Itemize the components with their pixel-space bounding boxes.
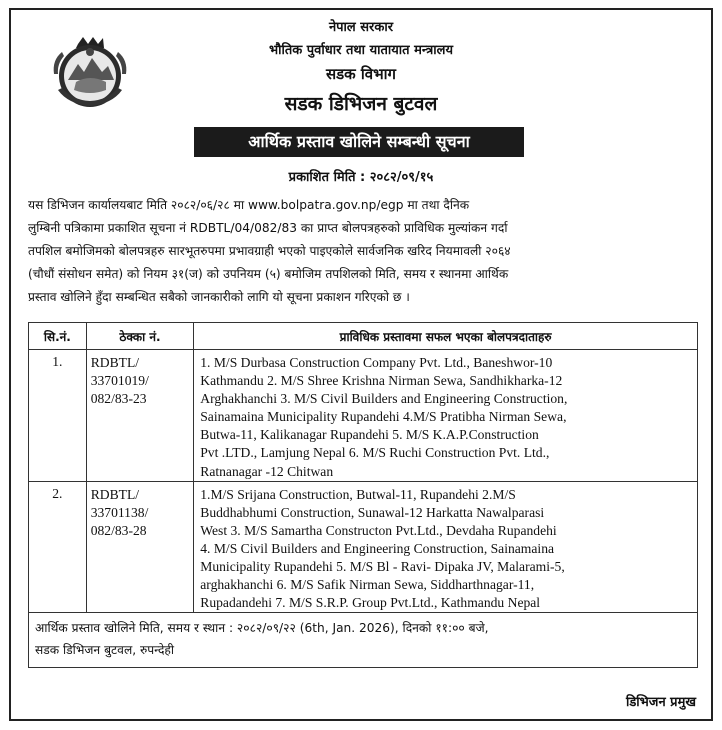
bidder-line: Butwa-11, Kalikanagar Rupandehi 5. M/S K.A.P.Construction [200, 427, 539, 443]
notice-title-banner: आर्थिक प्रस्ताव खोलिने सम्बन्धी सूचना [194, 127, 524, 157]
bidders-cell [194, 350, 698, 482]
opening-date-line: आर्थिक प्रस्ताव खोलिने मिति, समय र स्थान : २०८२/०९/२२ (6th, Jan. 2026), दिनको ११:०० बजे, [35, 621, 489, 636]
body-line: तपशिल बमोजिमको बोलपत्रहरु सारभूतरुपमा प्रभावग्राही भएको पाइएकोले सार्वजनिक खरिद नियमावली २०६४ [28, 244, 511, 258]
signoff-division-chief: डिभिजन प्रमुख [625, 695, 696, 710]
contract-number-cell [86, 481, 194, 613]
table-row [29, 350, 698, 482]
contract-number-line: 082/83-23 [90, 391, 147, 406]
header-successful-bidders: प्राविधिक प्रस्तावमा सफल भएका बोलपत्रदाताहरु [194, 323, 698, 350]
bidder-line: Kathmandu 2. M/S Shree Krishna Nirman Sewa, Sandhikharka-12 [200, 373, 563, 389]
bidder-line: 1. M/S Durbasa Construction Company Pvt. Ltd., Baneshwor-10 [200, 355, 553, 370]
header-line-department: सडक विभाग [325, 65, 396, 83]
body-line: प्रस्ताव खोलिने हुँदा सम्बन्धित सबैको जानकारीको लागि यो सूचना प्रकाशन गरिएको छ । [28, 290, 410, 304]
opening-date-cell [29, 613, 698, 668]
bidders-cell [194, 481, 698, 613]
bidder-line: Sainamaina Municipality Rupandehi 4.M/S Pratibha Nirman Sewa, [200, 409, 567, 425]
notice-body [28, 194, 696, 309]
body-line: लुम्बिनी पत्रिकामा प्रकाशित सूचना नं RDBTL/04/082/83 का प्राप्त बोलपत्रहरुको प्राविधिक मुल्यांकन गर्दा [28, 221, 508, 235]
contract-number-line: RDBTL/ [90, 486, 140, 502]
contract-number-line: RDBTL/ [90, 355, 140, 370]
published-date: प्रकाशित मिति : २०८२/०९/१५ [288, 170, 434, 185]
contract-number-cell [86, 350, 194, 482]
serial-number-cell: 2. [29, 481, 87, 613]
bidder-line: 4. M/S Civil Builders and Engineering Construction, Sainamaina [200, 540, 555, 556]
bidder-line: Buddhabhumi Construction, Sunawal-12 Harkatta Nawalparasi [200, 504, 545, 520]
bidder-line: Municipality Rupandehi 5. M/S Bl - Ravi- Dipaka JV, Malarami-5, [200, 559, 565, 575]
table-row [29, 481, 698, 613]
header-line-government: नेपाल सरकार [328, 20, 394, 35]
header-serial-number: सि.नं. [29, 323, 87, 350]
bidder-line: arghakhanchi 6. M/S Safik Nirman Sewa, Siddharthnagar-11, [200, 577, 535, 593]
bidder-line: Pvt .LTD., Lamjung Nepal 6. M/S Ruchi Construction Pvt. Ltd., [200, 445, 550, 461]
bidders-table [28, 322, 698, 668]
bidder-line: West 3. M/S Samartha Constructon Pvt.Ltd., Devdaha Rupandehi [200, 522, 557, 538]
contract-number-line: 33701019/ [90, 373, 149, 388]
bidder-line: 1.M/S Srijana Construction, Butwal-11, Rupandehi 2.M/S [200, 486, 516, 502]
contract-number-line: 082/83-28 [90, 522, 147, 538]
header-contract-number: ठेक्का नं. [86, 323, 194, 350]
table-footer-row [29, 613, 698, 668]
header-line-ministry: भौतिक पुर्वाधार तथा यातायात मन्त्रालय [268, 43, 453, 58]
bidder-line: Rupadandehi 7. M/S S.R.P. Group Pvt.Ltd., Kathmandu Nepal [200, 595, 541, 611]
serial-number-cell: 1. [29, 350, 87, 482]
bidder-line: Arghakhanchi 3. M/S Civil Builders and Engineering Construction, [200, 391, 568, 407]
bidder-line: Ratnanagar -12 Chitwan [200, 463, 334, 479]
opening-location-line: सडक डिभिजन बुटवल, रुपन्देही [35, 643, 175, 658]
table-header-row [29, 323, 698, 350]
contract-number-line: 33701138/ [90, 504, 149, 520]
body-line: (चौधौं संसोधन समेत) को नियम ३१(ज) को उपनियम (५) बमोजिम तपशिलको मिति, समय र स्थानमा आर्थिक [28, 267, 509, 281]
body-line: यस डिभिजन कार्यालयबाट मिति २०८२/०६/२८ मा www.bolpatra.gov.np/egp मा तथा दैनिक [28, 198, 470, 212]
header-line-division: सडक डिभिजन बुटवल [284, 93, 438, 115]
